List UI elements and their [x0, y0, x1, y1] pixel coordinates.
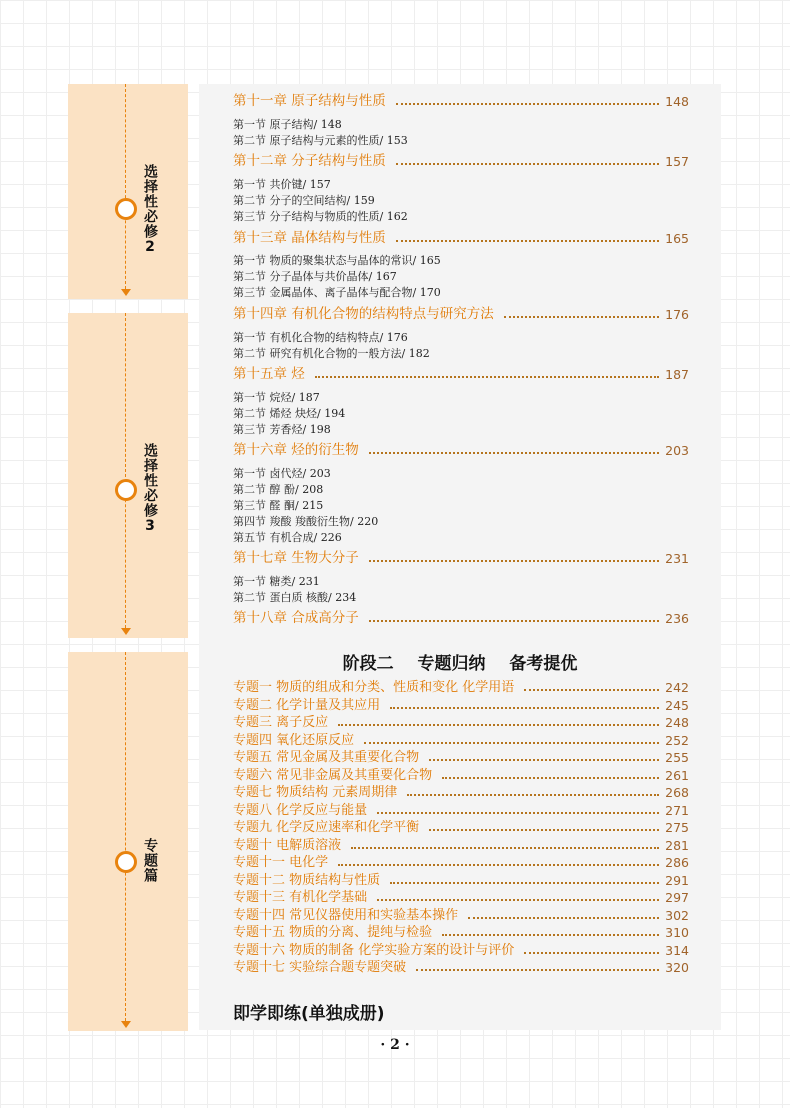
- circle-marker-icon: [115, 198, 137, 220]
- section-entry[interactable]: 第三节 分子结构与物质的性质/ 162: [233, 210, 408, 223]
- page-ref: 275: [665, 820, 689, 835]
- timeline-line: [125, 313, 126, 628]
- topic-title: 专题十二 物质结构与性质: [233, 873, 381, 888]
- page-ref: 203: [665, 443, 689, 458]
- topic-title: 专题十一 电化学: [233, 855, 329, 870]
- dot-leader: [315, 376, 659, 378]
- topic-title: 专题十七 实验综合题专题突破: [233, 960, 407, 975]
- timeline-line: [125, 84, 126, 289]
- topic-title: 专题五 常见金属及其重要化合物: [233, 750, 420, 765]
- dot-leader: [442, 934, 659, 936]
- topic-entry[interactable]: [233, 713, 689, 730]
- topic-entry[interactable]: [233, 783, 689, 800]
- chapter-title: 第十七章 生物大分子: [233, 550, 359, 566]
- dot-leader: [338, 724, 659, 726]
- band-label: 选择性必修3: [142, 443, 158, 535]
- circle-marker-icon: [115, 479, 137, 501]
- topic-title: 专题四 氧化还原反应: [233, 733, 355, 748]
- section-entry[interactable]: 第二节 醇 酚/ 208: [233, 483, 324, 496]
- sidebar-band-selective-2: [68, 84, 188, 299]
- circle-marker-icon: [115, 851, 137, 873]
- section-entry[interactable]: 第二节 研究有机化合物的一般方法/ 182: [233, 347, 430, 360]
- arrow-down-icon: [121, 628, 131, 635]
- chapter-entry[interactable]: [233, 548, 689, 566]
- chapter-title: 第十六章 烃的衍生物: [233, 442, 359, 458]
- topic-title: 专题十 电解质溶液: [233, 838, 342, 853]
- page-ref: 271: [665, 803, 689, 818]
- dot-leader: [390, 707, 659, 709]
- topic-title: 专题一 物质的组成和分类、性质和变化 化学用语: [233, 680, 515, 695]
- section-entry[interactable]: 第一节 原子结构/ 148: [233, 118, 342, 131]
- page-ref: 268: [665, 785, 689, 800]
- sidebar-band-topics: [68, 652, 188, 1031]
- topic-entry[interactable]: [233, 923, 689, 940]
- section-entry[interactable]: 第一节 烷烃/ 187: [233, 391, 320, 404]
- topic-title: 专题三 离子反应: [233, 715, 329, 730]
- section-entry[interactable]: 第五节 有机合成/ 226: [233, 531, 342, 544]
- section-entry[interactable]: 第四节 羧酸 羧酸衍生物/ 220: [233, 515, 379, 528]
- page-ref: 236: [665, 611, 689, 626]
- arrow-down-icon: [121, 289, 131, 296]
- dot-leader: [468, 917, 659, 919]
- dot-leader: [369, 560, 659, 562]
- page-ref: 176: [665, 307, 689, 322]
- page-ref: 302: [665, 908, 689, 923]
- section-entry[interactable]: 第一节 共价键/ 157: [233, 178, 331, 191]
- topic-title: 专题六 常见非金属及其重要化合物: [233, 768, 433, 783]
- dot-leader: [524, 689, 659, 691]
- section-entry[interactable]: 第一节 有机化合物的结构特点/ 176: [233, 331, 408, 344]
- practice-heading: 即学即练(单独成册): [233, 1004, 385, 1024]
- chapter-title: 第十五章 烃: [233, 366, 305, 382]
- page-ref: 291: [665, 873, 689, 888]
- dot-leader: [429, 759, 659, 761]
- page-ref: 157: [665, 154, 689, 169]
- topic-title: 专题十六 物质的制备 化学实验方案的设计与评价: [233, 943, 515, 958]
- topic-entry[interactable]: [233, 958, 689, 975]
- section-entry[interactable]: 第二节 原子结构与元素的性质/ 153: [233, 134, 408, 147]
- page-ref: 320: [665, 960, 689, 975]
- topic-entry[interactable]: [233, 748, 689, 765]
- dot-leader: [396, 163, 659, 165]
- page-ref: 297: [665, 890, 689, 905]
- chapter-entry[interactable]: [233, 440, 689, 458]
- stage-heading: 阶段二 专题归纳 备考提优: [342, 654, 578, 674]
- section-entry[interactable]: 第一节 物质的聚集状态与晶体的常识/ 165: [233, 254, 441, 267]
- dot-leader: [416, 969, 659, 971]
- topic-entry[interactable]: [233, 853, 689, 870]
- topic-title: 专题十五 物质的分离、提纯与检验: [233, 925, 433, 940]
- dot-leader: [377, 812, 659, 814]
- section-entry[interactable]: 第三节 金属晶体、离子晶体与配合物/ 170: [233, 286, 441, 299]
- section-entry[interactable]: 第一节 糖类/ 231: [233, 575, 320, 588]
- dot-leader: [364, 742, 659, 744]
- arrow-down-icon: [121, 1021, 131, 1028]
- topic-title: 专题七 物质结构 元素周期律: [233, 785, 398, 800]
- topic-entry[interactable]: [233, 888, 689, 905]
- topic-entry[interactable]: [233, 678, 689, 695]
- dot-leader: [369, 452, 659, 454]
- chapter-entry[interactable]: [233, 228, 689, 246]
- page-ref: 231: [665, 551, 689, 566]
- page-ref: 165: [665, 231, 689, 246]
- dot-leader: [390, 882, 659, 884]
- chapter-title: 第十八章 合成高分子: [233, 610, 359, 626]
- dot-leader: [524, 952, 659, 954]
- topic-title: 专题八 化学反应与能量: [233, 803, 368, 818]
- page-ref: 148: [665, 94, 689, 109]
- topic-title: 专题九 化学反应速率和化学平衡: [233, 820, 420, 835]
- page-ref: 252: [665, 733, 689, 748]
- page-ref: 261: [665, 768, 689, 783]
- chapter-entry[interactable]: [233, 608, 689, 626]
- page-ref: 314: [665, 943, 689, 958]
- section-entry[interactable]: 第一节 卤代烃/ 203: [233, 467, 331, 480]
- section-entry[interactable]: 第二节 烯烃 炔烃/ 194: [233, 407, 346, 420]
- page-ref: 281: [665, 838, 689, 853]
- chapter-title: 第十二章 分子结构与性质: [233, 153, 386, 169]
- page-ref: 248: [665, 715, 689, 730]
- dot-leader: [504, 316, 659, 318]
- topic-title: 专题二 化学计量及其应用: [233, 698, 381, 713]
- section-entry[interactable]: 第二节 分子晶体与共价晶体/ 167: [233, 270, 397, 283]
- section-entry[interactable]: 第二节 分子的空间结构/ 159: [233, 194, 375, 207]
- dot-leader: [351, 847, 659, 849]
- chapter-title: 第十一章 原子结构与性质: [233, 93, 386, 109]
- page-number: · 2 ·: [380, 1037, 410, 1053]
- section-entry[interactable]: 第三节 芳香烃/ 198: [233, 423, 331, 436]
- chapter-entry[interactable]: [233, 364, 689, 382]
- dot-leader: [429, 829, 659, 831]
- section-entry[interactable]: 第三节 醛 酮/ 215: [233, 499, 324, 512]
- dot-leader: [442, 777, 659, 779]
- topic-title: 专题十三 有机化学基础: [233, 890, 368, 905]
- chapter-entry[interactable]: [233, 151, 689, 169]
- timeline-line: [125, 652, 126, 1021]
- page-ref: 245: [665, 698, 689, 713]
- page-ref: 255: [665, 750, 689, 765]
- chapter-title: 第十三章 晶体结构与性质: [233, 230, 386, 246]
- page-ref: 286: [665, 855, 689, 870]
- chapter-entry[interactable]: [233, 304, 689, 322]
- chapter-entry[interactable]: [233, 91, 689, 109]
- topic-title: 专题十四 常见仪器使用和实验基本操作: [233, 908, 459, 923]
- dot-leader: [377, 899, 659, 901]
- band-label: 选择性必修2: [142, 164, 158, 256]
- dot-leader: [396, 103, 659, 105]
- dot-leader: [407, 794, 659, 796]
- page-ref: 242: [665, 680, 689, 695]
- page-ref: 187: [665, 367, 689, 382]
- band-label: 专题篇: [142, 838, 158, 883]
- sidebar-band-selective-3: [68, 313, 188, 638]
- chapter-title: 第十四章 有机化合物的结构特点与研究方法: [233, 306, 494, 322]
- dot-leader: [396, 240, 659, 242]
- section-entry[interactable]: 第二节 蛋白质 核酸/ 234: [233, 591, 357, 604]
- dot-leader: [369, 620, 659, 622]
- page-ref: 310: [665, 925, 689, 940]
- dot-leader: [338, 864, 659, 866]
- topic-entry[interactable]: [233, 818, 689, 835]
